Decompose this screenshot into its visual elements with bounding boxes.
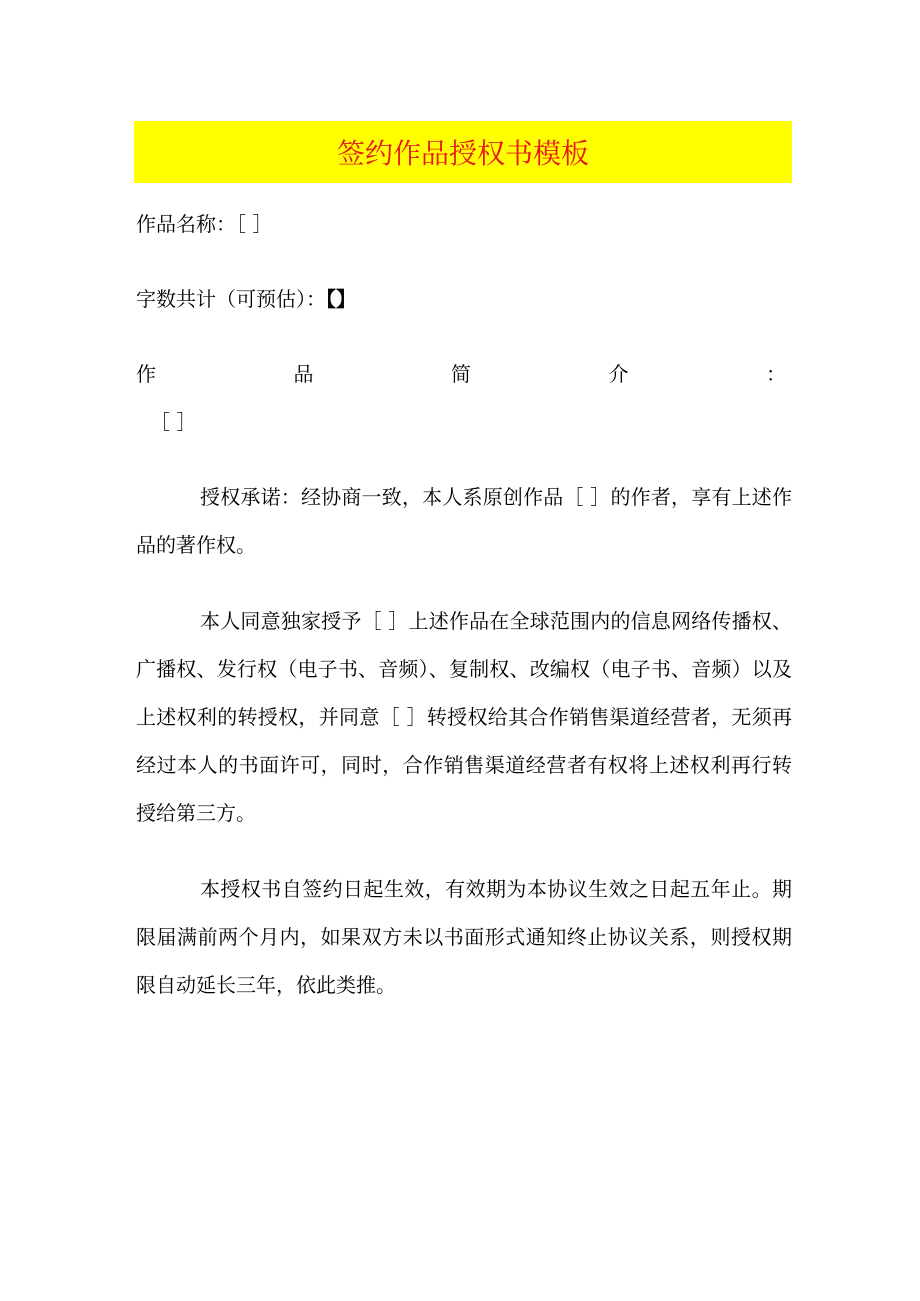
paragraph-validity: 本授权书自签约日起生效，有效期为本协议生效之日起五年止。期限届满前两个月内，如果双方未以书面形式通知终止协议关系，则授权期限自动延长三年，依此类推。	[136, 877, 792, 997]
intro-char: ：	[766, 362, 786, 386]
paragraph-exclusive-grant: 本人同意独家授予［ ］上述作品在全球范围内的信息网络传播权、广播权、发行权（电子书、音频）、复制权、改编权（电子书、音频）以及上述权利的转授权，并同意［ ］转授权给其合作销售渠道经营者，无须再经过本人的书面许可，同时，合作销售渠道经营者有权将上述权利再行转授给第三方。	[136, 609, 792, 825]
work-name-field: 作品名称：［ ］	[136, 212, 273, 236]
intro-value: ［ ］	[150, 410, 197, 434]
title-banner	[134, 121, 792, 183]
word-count-field	[136, 287, 356, 311]
paragraph-authorization-promise: 授权承诺：经协商一致，本人系原创作品［ ］的作者，享有上述作品的著作权。	[136, 485, 792, 557]
word-count-value: 【】	[326, 287, 356, 311]
document-title: 签约作品授权书模板	[336, 137, 589, 170]
intro-char: 介	[608, 362, 629, 386]
intro-label	[136, 362, 786, 386]
intro-char: 作	[136, 362, 156, 386]
intro-char: 简	[451, 362, 471, 386]
word-count-label: 字数共计（可预估）：	[136, 287, 326, 311]
intro-char: 品	[293, 362, 314, 386]
